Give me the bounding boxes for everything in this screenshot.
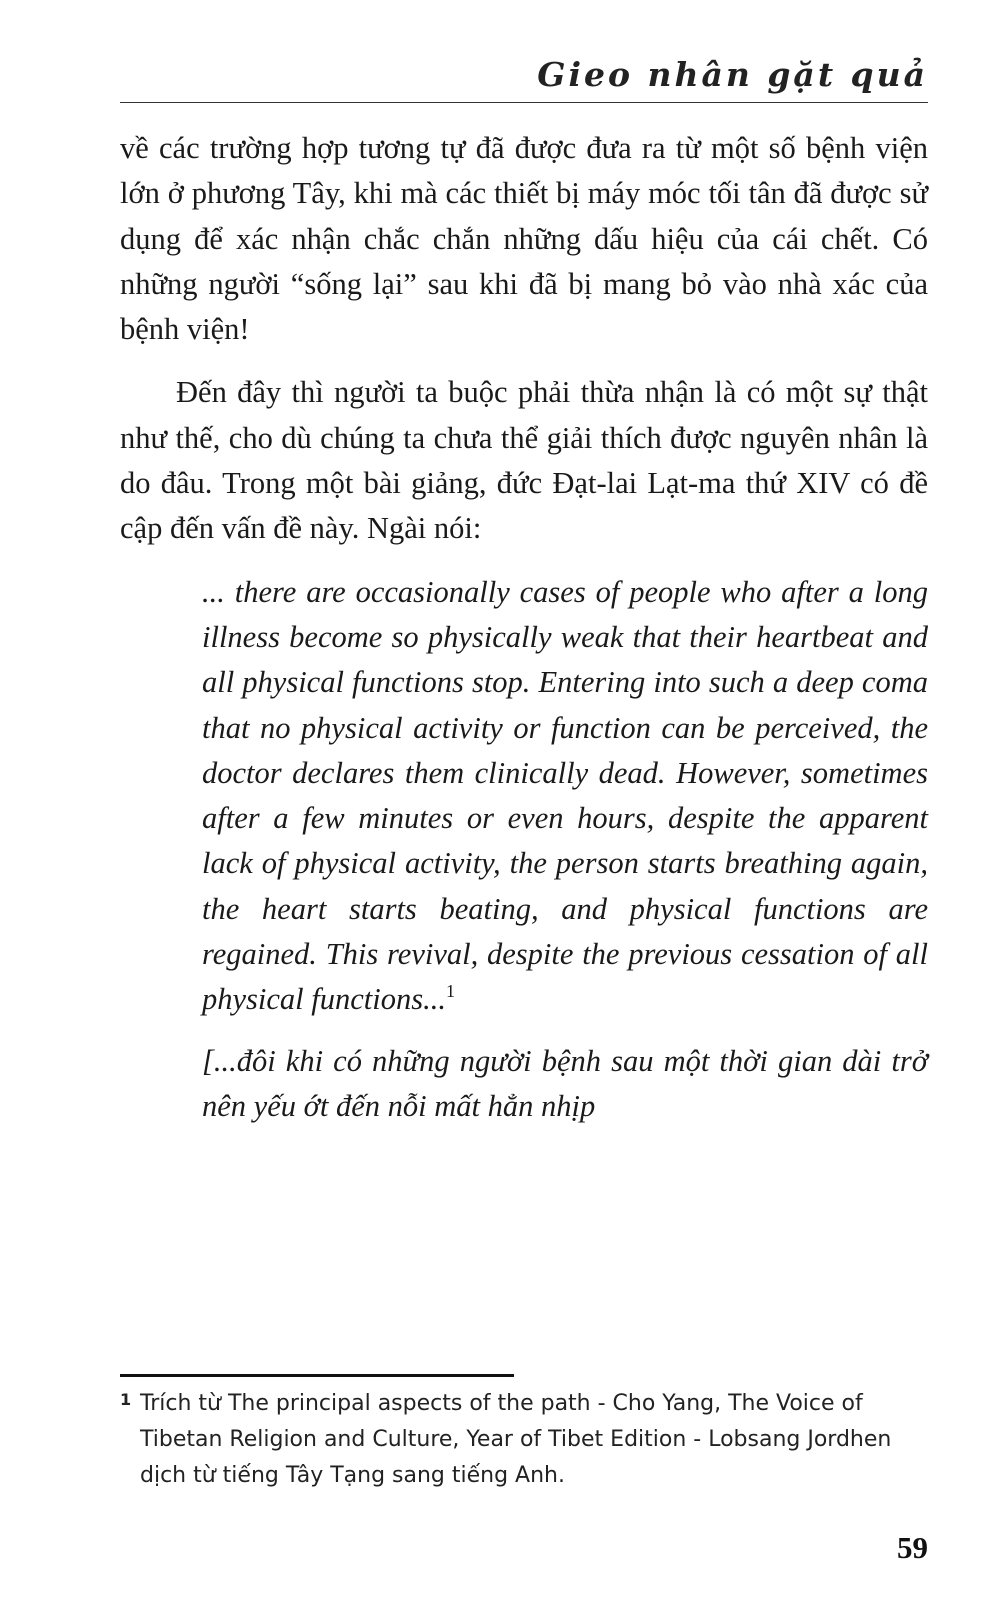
main-text — [120, 126, 928, 1129]
paragraph: Đến đây thì người ta buộc phải thừa nhận là có một sự thật như thế, cho dù chúng ta chưa thể giải thích được nguyên nhân là do đâu. Trong một bài giảng, đức Đạt-lai Lạt-ma thứ XIV có đề cập đến vấn đề này. Ngài nói: — [120, 375, 928, 546]
footnote-marker: 1 — [120, 1390, 132, 1409]
paragraph-continued: về các trường hợp tương tự đã được đưa ra từ một số bệnh viện lớn ở phương Tây, khi mà các thiết bị máy móc tối tân đã được sử dụng để xác nhận chắc chắn những dấu hiệu của cái chết. Có những người “sống lại” sau khi đã bị mang bỏ vào nhà xác của bệnh viện! — [120, 131, 928, 347]
footnote-divider — [120, 1374, 514, 1377]
footnote — [120, 1386, 928, 1494]
header-divider — [120, 102, 928, 103]
running-head-title: Gieo nhân gặt quả — [537, 55, 928, 94]
footnote-text: Trích từ The principal aspects of the path - Cho Yang, The Voice of Tibetan Religion and Culture, Year of Tibet Edition - Lobsang Jordhen dịch từ tiếng Tây Tạng sang tiếng Anh. — [140, 1391, 892, 1488]
block-quote-english — [202, 570, 928, 1023]
block-quote-vietnamese: [...đôi khi có những người bệnh sau một thời gian dài trở nên yếu ớt đến nỗi mất hẳn nhịp — [202, 1043, 928, 1123]
footnote-reference: 1 — [445, 981, 455, 1002]
page-number: 59 — [897, 1530, 928, 1565]
quote-text: ... there are occasionally cases of people who after a long illness become so physically weak that their heartbeat and all physical functions stop. Entering into such a deep coma that no physical activity or function can be perceived, the doctor declares them clinically dead. However, sometimes after a few minutes or even hours, despite the apparent lack of physical activity, the person starts breathing again, the heart starts beating, and physical functions are regained. This revival, despite the previous cessation of all physical functions... — [202, 574, 928, 1017]
